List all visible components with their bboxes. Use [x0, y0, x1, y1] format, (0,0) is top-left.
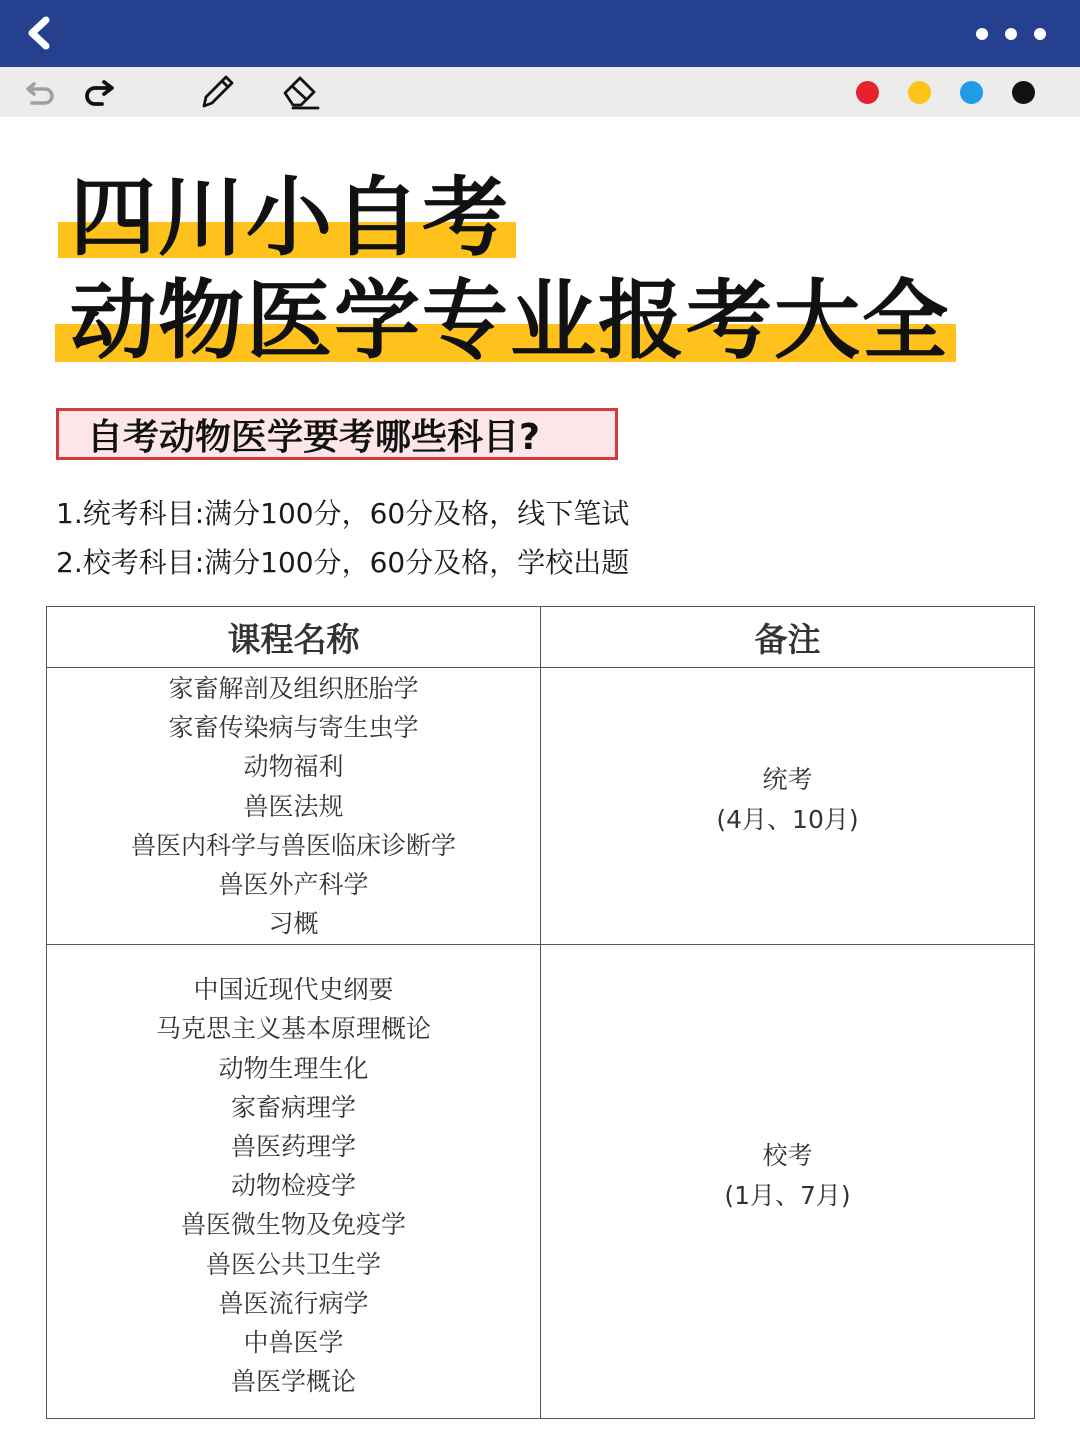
- color-swatch-red[interactable]: [856, 81, 879, 104]
- course-list: [48, 669, 539, 943]
- note-cell: [541, 668, 1035, 945]
- course-item: 兽医公共卫生学: [205, 1249, 381, 1279]
- more-dot: [1005, 28, 1017, 40]
- eraser-button[interactable]: [280, 71, 322, 113]
- top-nav-bar: [0, 0, 1080, 67]
- course-list: [48, 948, 539, 1415]
- chevron-left-icon: [24, 16, 54, 50]
- table-row: [47, 668, 1035, 945]
- color-swatch-blue[interactable]: [960, 81, 983, 104]
- course-item: 中兽医学: [243, 1327, 344, 1357]
- table-row: [47, 945, 1035, 1419]
- more-dot: [1034, 28, 1046, 40]
- table-header-row: [47, 607, 1035, 668]
- question-text: 自考动物医学要考哪些科目?: [87, 416, 540, 458]
- course-item: 动物福利: [243, 752, 344, 782]
- undo-icon: [24, 78, 58, 108]
- course-table: [46, 606, 1035, 1419]
- course-item: 家畜传染病与寄生虫学: [168, 713, 419, 743]
- eraser-icon: [280, 71, 322, 113]
- course-item: 动物检疫学: [230, 1171, 356, 1201]
- course-item: 兽医法规: [243, 791, 344, 821]
- course-item: 兽医微生物及免疫学: [180, 1210, 406, 1240]
- more-horizontal-icon: [976, 28, 988, 40]
- back-button[interactable]: [14, 10, 64, 56]
- question-banner: [56, 408, 618, 460]
- info-line-2: 2.校考科目:满分100分，60分及格，学校出题: [56, 546, 630, 579]
- course-item: 家畜解剖及组织胚胎学: [168, 674, 419, 703]
- undo-button[interactable]: [20, 72, 62, 114]
- page-title-line-1: 四川小自考: [70, 168, 510, 268]
- note-title: 校考: [762, 1140, 813, 1170]
- course-item: 兽医学概论: [230, 1367, 356, 1397]
- color-swatch-yellow[interactable]: [908, 81, 931, 104]
- header-note: 备注: [541, 607, 1035, 668]
- course-item: 习概: [268, 909, 319, 939]
- pencil-button[interactable]: [196, 71, 238, 113]
- course-item: 兽医流行病学: [218, 1288, 369, 1318]
- pencil-icon: [197, 72, 237, 112]
- course-item: 家畜病理学: [230, 1092, 356, 1122]
- course-item: 兽医内科学与兽医临床诊断学: [130, 830, 456, 860]
- note-detail: (4月、10月): [716, 805, 859, 835]
- page-title-line-2: 动物医学专业报考大全: [70, 271, 950, 371]
- info-line-1: 1.统考科目:满分100分，60分及格，线下笔试: [56, 497, 630, 530]
- note-detail: (1月、7月): [724, 1180, 851, 1210]
- redo-icon: [82, 78, 116, 108]
- course-item: 马克思主义基本原理概论: [155, 1014, 431, 1044]
- more-options-button[interactable]: [976, 18, 1046, 50]
- course-cell: [47, 945, 541, 1419]
- note-cell: [541, 945, 1035, 1419]
- redo-button[interactable]: [78, 72, 120, 114]
- course-cell: [47, 668, 541, 945]
- course-item: 动物生理生化: [218, 1053, 369, 1083]
- course-item: 兽医药理学: [230, 1132, 356, 1162]
- course-item: 兽医外产科学: [218, 869, 369, 899]
- note-title: 统考: [762, 765, 813, 795]
- color-swatch-black[interactable]: [1012, 81, 1035, 104]
- course-item: 中国近现代史纲要: [193, 975, 394, 1005]
- header-course-name: 课程名称: [47, 607, 541, 668]
